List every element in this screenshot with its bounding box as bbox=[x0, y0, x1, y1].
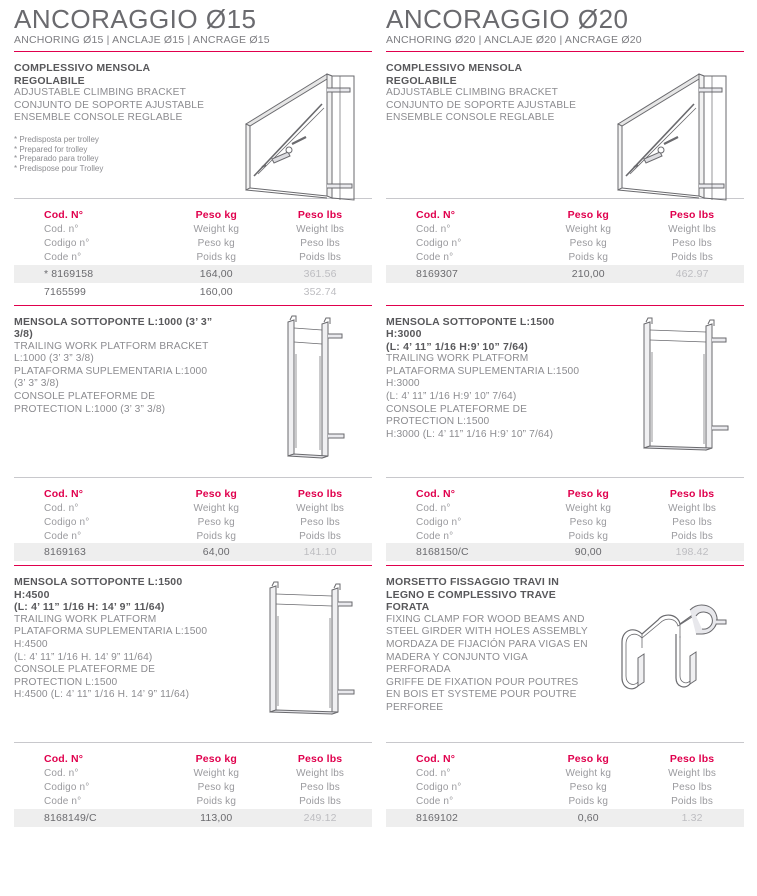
table-subheader-row bbox=[14, 529, 372, 543]
table-header-row bbox=[386, 205, 744, 223]
col-subheader: Peso kg bbox=[569, 516, 607, 528]
cell-weight-lbs: 1.32 bbox=[681, 811, 703, 824]
cell-weight-kg: 64,00 bbox=[202, 546, 230, 558]
product-title-line: LEGNO E COMPLESSIVO TRAVE bbox=[386, 588, 556, 601]
divider-red bbox=[386, 305, 744, 306]
col-subheader: Poids lbs bbox=[671, 252, 714, 263]
col-subheader: Poids kg bbox=[568, 252, 609, 263]
spec-table-wrapper bbox=[14, 742, 372, 827]
cell-weight-kg: 210,00 bbox=[571, 267, 605, 280]
divider-red bbox=[14, 51, 372, 52]
col-header-weight-kg: Peso kg bbox=[195, 209, 237, 221]
product-illustration-climbing-bracket bbox=[604, 64, 734, 204]
column-title: ANCORAGGIO Ø15 bbox=[14, 4, 257, 34]
product-subtitle-line: MORDAZA DE FIJACIÓN PARA VIGAS EN bbox=[386, 638, 588, 650]
col-subheader: Weight kg bbox=[193, 224, 240, 235]
cell-weight-kg: 164,00 bbox=[199, 267, 233, 280]
product-subtitle-line: TRAILING WORK PLATFORM bbox=[386, 353, 529, 365]
product-title-line: FORATA bbox=[386, 601, 430, 614]
column-title: ANCORAGGIO Ø20 bbox=[386, 4, 629, 34]
col-subheader: Cod. n° bbox=[416, 502, 451, 514]
col-subheader: Weight lbs bbox=[296, 224, 345, 235]
table-subheader-row bbox=[14, 795, 372, 809]
col-subheader: Cod. n° bbox=[44, 224, 79, 235]
product-subtitle-line: GRIFFE DE FIXATION POUR POUTRES bbox=[386, 676, 579, 688]
product-illustration-climbing-bracket bbox=[232, 64, 362, 204]
col-subheader: Weight lbs bbox=[296, 502, 345, 514]
col-subheader: Weight kg bbox=[565, 224, 612, 235]
col-subheader: Cod. n° bbox=[44, 502, 79, 514]
table-subheader-row bbox=[386, 223, 744, 237]
table-subheader-row bbox=[14, 223, 372, 237]
product-illustration-platform-4500 bbox=[252, 578, 362, 728]
cell-code: * 8169158 bbox=[44, 267, 94, 280]
product-text bbox=[386, 574, 591, 715]
table-header-row bbox=[14, 205, 372, 223]
col-header-weight-kg: Peso kg bbox=[195, 753, 237, 765]
cell-weight-kg: 0,60 bbox=[577, 811, 599, 824]
table-subheader-row bbox=[386, 767, 744, 781]
col-subheader: Peso lbs bbox=[672, 516, 712, 528]
spec-table bbox=[386, 205, 744, 301]
col-subheader: Poids lbs bbox=[299, 252, 342, 263]
divider-red bbox=[14, 305, 372, 306]
col-subheader: Codigo n° bbox=[416, 516, 462, 528]
table-subheader-row bbox=[386, 781, 744, 795]
col-header-weight-kg: Peso kg bbox=[567, 209, 609, 221]
col-subheader: Poids kg bbox=[196, 796, 237, 807]
table-row bbox=[386, 265, 744, 283]
product-subtitle-line: (L: 4’ 11” 1/16 H:9’ 10” 7/64) bbox=[386, 391, 517, 403]
product-trailing-work-platform-1500-3000 bbox=[386, 314, 744, 567]
table-row-empty bbox=[386, 283, 744, 301]
spec-table-wrapper bbox=[14, 198, 372, 301]
product-subtitle-line: ENSEMBLE CONSOLE REGLABLE bbox=[14, 112, 183, 124]
product-title-line: MENSOLA SOTTOPONTE L:1500 H:3000 bbox=[386, 315, 555, 341]
col-subheader: Poids kg bbox=[568, 530, 609, 542]
spec-table bbox=[14, 749, 372, 827]
col-subheader: Poids lbs bbox=[671, 530, 714, 542]
cell-weight-lbs: 352.74 bbox=[303, 285, 337, 298]
table-subheader-row bbox=[14, 501, 372, 515]
col-subheader: Weight kg bbox=[565, 768, 612, 779]
product-title-line: REGOLABILE bbox=[386, 74, 457, 87]
product-illustration-platform-1000 bbox=[268, 314, 358, 469]
cell-weight-kg: 113,00 bbox=[200, 811, 233, 824]
column-anchoring-20 bbox=[386, 0, 744, 827]
product-text bbox=[14, 314, 219, 417]
col-subheader: Peso kg bbox=[197, 238, 235, 249]
divider-red bbox=[386, 51, 744, 52]
col-subheader: Code n° bbox=[44, 530, 82, 542]
product-adjustable-climbing-bracket-15 bbox=[14, 60, 372, 306]
col-subheader: Codigo n° bbox=[416, 238, 462, 249]
col-header-weight-lbs: Peso lbs bbox=[669, 753, 715, 765]
col-header-weight-lbs: Peso lbs bbox=[297, 487, 343, 500]
product-subtitle-line: TRAILING WORK PLATFORM BRACKET L:1000 (3’ 3” 3/8) bbox=[14, 340, 209, 365]
cell-empty bbox=[536, 283, 640, 301]
cell-weight-lbs: 361.56 bbox=[303, 267, 337, 280]
product-subtitle-line: H:3000 (L: 4’ 11” 1/16 H:9’ 10” 7/64) bbox=[386, 428, 554, 440]
col-subheader: Codigo n° bbox=[44, 782, 90, 793]
product-fixing-clamp-wood-beams bbox=[386, 574, 744, 827]
product-subtitle-line: PLATAFORMA SUPLEMENTARIA L:1500 H:4500 bbox=[14, 626, 208, 650]
table-subheader-row bbox=[14, 767, 372, 781]
table-subheader-row bbox=[14, 251, 372, 265]
product-subtitle-line: PLATAFORMA SUPLEMENTARIA L:1000 (3’ 3” 3/8) bbox=[14, 365, 208, 390]
product-subtitle-line: ADJUSTABLE CLIMBING BRACKET bbox=[386, 87, 558, 99]
product-subtitle-line: CONJUNTO DE SOPORTE AJUSTABLE bbox=[386, 99, 577, 111]
product-subtitle-line: MADERA Y CONJUNTO VIGA PERFORADA bbox=[386, 651, 528, 676]
cell-weight-lbs: 249.12 bbox=[303, 811, 337, 824]
spec-table-wrapper bbox=[386, 198, 744, 301]
product-title-line: (L: 4’ 11” 1/16 H: 14’ 9” 11/64) bbox=[14, 601, 165, 614]
table-header-row bbox=[386, 749, 744, 767]
col-subheader: Peso lbs bbox=[300, 782, 340, 793]
cell-weight-kg: 160,00 bbox=[199, 285, 233, 298]
table-subheader-row bbox=[14, 237, 372, 251]
col-header-weight-lbs: Peso lbs bbox=[669, 487, 715, 500]
col-subheader: Code n° bbox=[44, 796, 82, 807]
col-header-code: Cod. N° bbox=[416, 753, 456, 765]
product-subtitle-line: FIXING CLAMP FOR WOOD BEAMS AND bbox=[386, 613, 585, 625]
col-header-code: Cod. N° bbox=[416, 209, 456, 221]
spec-table bbox=[386, 484, 744, 562]
product-subtitle-line: (L: 4’ 11” 1/16 H. 14’ 9” 11/64) bbox=[14, 651, 153, 663]
table-row bbox=[14, 283, 372, 301]
column-anchoring-15 bbox=[14, 0, 372, 827]
table-subheader-row bbox=[386, 251, 744, 265]
table-header-row bbox=[14, 749, 372, 767]
product-subtitle-line: CONJUNTO DE SOPORTE AJUSTABLE bbox=[14, 99, 205, 111]
cell-code: 7165599 bbox=[44, 285, 86, 298]
product-title-line: MENSOLA SOTTOPONTE L:1000 (3’ 3” 3/8) bbox=[14, 315, 213, 341]
col-header-weight-lbs: Peso lbs bbox=[297, 209, 343, 221]
table-subheader-row bbox=[386, 237, 744, 251]
cell-empty bbox=[640, 283, 744, 301]
table-subheader-row bbox=[386, 795, 744, 809]
col-subheader: Peso lbs bbox=[300, 238, 340, 249]
product-subtitle-line: STEEL GIRDER WITH HOLES ASSEMBLY bbox=[386, 626, 588, 638]
col-header-code: Cod. N° bbox=[416, 487, 456, 500]
product-subtitle-line: H:4500 (L: 4’ 11” 1/16 H. 14’ 9” 11/64) bbox=[14, 689, 190, 701]
product-note-line: * Prepared for trolley bbox=[14, 144, 88, 154]
col-header-weight-kg: Peso kg bbox=[195, 487, 237, 500]
product-trailing-work-platform-1500-4500 bbox=[14, 574, 372, 827]
col-header-code: Cod. N° bbox=[44, 209, 84, 221]
table-header-row bbox=[386, 484, 744, 502]
product-title-line: REGOLABILE bbox=[14, 74, 85, 87]
col-subheader: Peso lbs bbox=[672, 238, 712, 249]
cell-weight-lbs: 141.10 bbox=[303, 546, 337, 558]
col-subheader: Poids kg bbox=[568, 796, 609, 807]
product-note bbox=[14, 135, 219, 173]
product-subtitle-line: CONSOLE PLATEFORME DE PROTECTION L:1500 bbox=[386, 403, 528, 428]
table-subheader-row bbox=[386, 515, 744, 529]
table-subheader-row bbox=[14, 515, 372, 529]
col-header-code: Cod. N° bbox=[44, 753, 84, 765]
spec-table-wrapper bbox=[386, 477, 744, 562]
table-row bbox=[14, 543, 372, 561]
col-subheader: Poids lbs bbox=[299, 530, 342, 542]
cell-code: 8169102 bbox=[416, 811, 458, 824]
col-header-code: Cod. N° bbox=[44, 487, 84, 500]
cell-weight-lbs: 198.42 bbox=[675, 546, 709, 558]
col-subheader: Code n° bbox=[416, 530, 454, 542]
col-subheader: Code n° bbox=[416, 796, 454, 807]
col-subheader: Peso kg bbox=[197, 516, 235, 528]
table-subheader-row bbox=[14, 781, 372, 795]
col-subheader: Poids kg bbox=[196, 252, 237, 263]
product-subtitle-line: EN BOIS ET SYSTEME POUR POUTRE bbox=[386, 689, 577, 701]
cell-weight-lbs: 462.97 bbox=[675, 267, 709, 280]
col-header-weight-kg: Peso kg bbox=[567, 753, 609, 765]
col-subheader: Weight lbs bbox=[668, 768, 717, 779]
product-title-line: MENSOLA SOTTOPONTE L:1500 H:4500 bbox=[14, 576, 183, 601]
cell-empty bbox=[386, 283, 536, 301]
table-header-row bbox=[14, 484, 372, 502]
col-subheader: Poids kg bbox=[196, 530, 237, 542]
col-subheader: Poids lbs bbox=[299, 796, 342, 807]
col-subheader: Peso lbs bbox=[672, 782, 712, 793]
col-subheader: Cod. n° bbox=[44, 768, 79, 779]
product-title-line: COMPLESSIVO MENSOLA bbox=[386, 62, 523, 74]
product-text bbox=[14, 60, 219, 173]
col-subheader: Weight kg bbox=[193, 502, 240, 514]
product-text bbox=[386, 314, 591, 442]
product-note-line: * Predisposta per trolley bbox=[14, 134, 99, 144]
spec-table-wrapper bbox=[14, 477, 372, 562]
product-illustration-platform-3000 bbox=[626, 314, 736, 464]
table-row bbox=[386, 543, 744, 561]
product-note-line: * Predispose pour Trolley bbox=[14, 163, 104, 173]
table-row bbox=[386, 809, 744, 827]
col-subheader: Weight lbs bbox=[296, 768, 345, 779]
product-title-line: COMPLESSIVO MENSOLA bbox=[14, 62, 151, 74]
spec-table-wrapper bbox=[386, 742, 744, 827]
cell-code: 8168150/C bbox=[416, 546, 469, 558]
cell-weight-kg: 90,00 bbox=[574, 546, 602, 558]
col-subheader: Code n° bbox=[44, 252, 82, 263]
table-row bbox=[14, 809, 372, 827]
col-subheader: Codigo n° bbox=[44, 238, 90, 249]
col-header-weight-kg: Peso kg bbox=[567, 487, 609, 500]
col-header-weight-lbs: Peso lbs bbox=[669, 209, 715, 221]
cell-code: 8168149/C bbox=[44, 811, 97, 824]
col-subheader: Code n° bbox=[416, 252, 454, 263]
product-text bbox=[14, 574, 219, 702]
divider-red bbox=[14, 565, 372, 566]
col-subheader: Weight lbs bbox=[668, 502, 717, 514]
col-subheader: Weight kg bbox=[565, 502, 612, 514]
product-adjustable-climbing-bracket-20 bbox=[386, 60, 744, 306]
product-subtitle-line: TRAILING WORK PLATFORM bbox=[14, 613, 157, 625]
product-title-line: MORSETTO FISSAGGIO TRAVI IN bbox=[386, 576, 560, 588]
spec-table bbox=[14, 205, 372, 301]
cell-code: 8169163 bbox=[44, 546, 86, 558]
product-subtitle-line: ENSEMBLE CONSOLE REGLABLE bbox=[386, 112, 555, 124]
col-header-weight-lbs: Peso lbs bbox=[297, 753, 343, 765]
product-title-line: (L: 4’ 11” 1/16 H:9’ 10” 7/64) bbox=[386, 340, 528, 353]
spec-table bbox=[386, 749, 744, 827]
col-subheader: Cod. n° bbox=[416, 224, 451, 235]
product-subtitle-line: PERFOREE bbox=[386, 701, 444, 713]
product-note-line: * Preparado para trolley bbox=[14, 154, 99, 164]
spec-table bbox=[14, 484, 372, 562]
col-subheader: Codigo n° bbox=[416, 782, 462, 793]
col-subheader: Poids lbs bbox=[671, 796, 714, 807]
product-subtitle-line: CONSOLE PLATEFORME DE PROTECTION L:1500 bbox=[14, 664, 156, 688]
col-subheader: Peso kg bbox=[197, 782, 235, 793]
product-trailing-work-platform-bracket-1000 bbox=[14, 314, 372, 567]
col-subheader: Codigo n° bbox=[44, 516, 90, 528]
col-subheader: Weight kg bbox=[193, 768, 240, 779]
table-subheader-row bbox=[386, 501, 744, 515]
divider-red bbox=[386, 565, 744, 566]
col-subheader: Peso kg bbox=[569, 782, 607, 793]
table-subheader-row bbox=[386, 529, 744, 543]
col-subheader: Weight lbs bbox=[668, 224, 717, 235]
product-subtitle-line: CONSOLE PLATEFORME DE PROTECTION L:1000 (3’ 3” 3/8) bbox=[14, 391, 166, 415]
cell-code: 8169307 bbox=[416, 267, 458, 280]
column-subtitle: ANCHORING Ø15 | ANCLAJE Ø15 | ANCRAGE Ø15 bbox=[14, 34, 270, 46]
product-subtitle-line: PLATAFORMA SUPLEMENTARIA L:1500 H:3000 bbox=[386, 365, 580, 390]
column-subtitle: ANCHORING Ø20 | ANCLAJE Ø20 | ANCRAGE Ø20 bbox=[386, 34, 642, 46]
product-subtitle-line: ADJUSTABLE CLIMBING BRACKET bbox=[14, 87, 186, 99]
col-subheader: Peso lbs bbox=[300, 516, 340, 528]
col-subheader: Cod. n° bbox=[416, 768, 451, 779]
product-illustration-fixing-clamp bbox=[612, 586, 740, 706]
col-subheader: Peso kg bbox=[569, 238, 607, 249]
table-row bbox=[14, 265, 372, 283]
product-text bbox=[386, 60, 591, 125]
